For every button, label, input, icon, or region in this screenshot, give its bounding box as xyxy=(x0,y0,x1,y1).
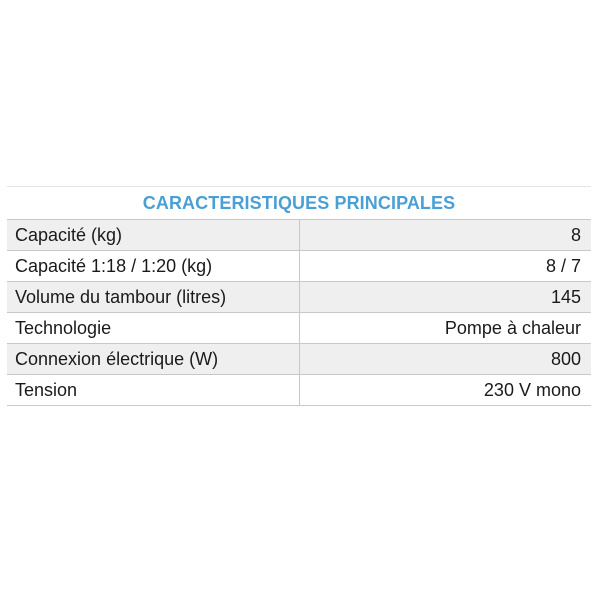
row-value: 800 xyxy=(299,344,591,375)
row-value: 8 xyxy=(299,220,591,251)
row-label: Volume du tambour (litres) xyxy=(7,282,299,313)
row-label: Technologie xyxy=(7,313,299,344)
row-value: 145 xyxy=(299,282,591,313)
table-row xyxy=(7,375,591,406)
row-value: Pompe à chaleur xyxy=(299,313,591,344)
table-title: CARACTERISTIQUES PRINCIPALES xyxy=(7,187,591,220)
row-label: Capacité 1:18 / 1:20 (kg) xyxy=(7,251,299,282)
row-label: Tension xyxy=(7,375,299,406)
row-value: 8 / 7 xyxy=(299,251,591,282)
row-label: Capacité (kg) xyxy=(7,220,299,251)
table-row xyxy=(7,282,591,313)
table-row xyxy=(7,220,591,251)
table-row xyxy=(7,313,591,344)
row-label: Connexion électrique (W) xyxy=(7,344,299,375)
table-header-row xyxy=(7,187,591,220)
row-value: 230 V mono xyxy=(299,375,591,406)
table-row xyxy=(7,344,591,375)
table-row xyxy=(7,251,591,282)
specifications-table xyxy=(7,186,591,406)
